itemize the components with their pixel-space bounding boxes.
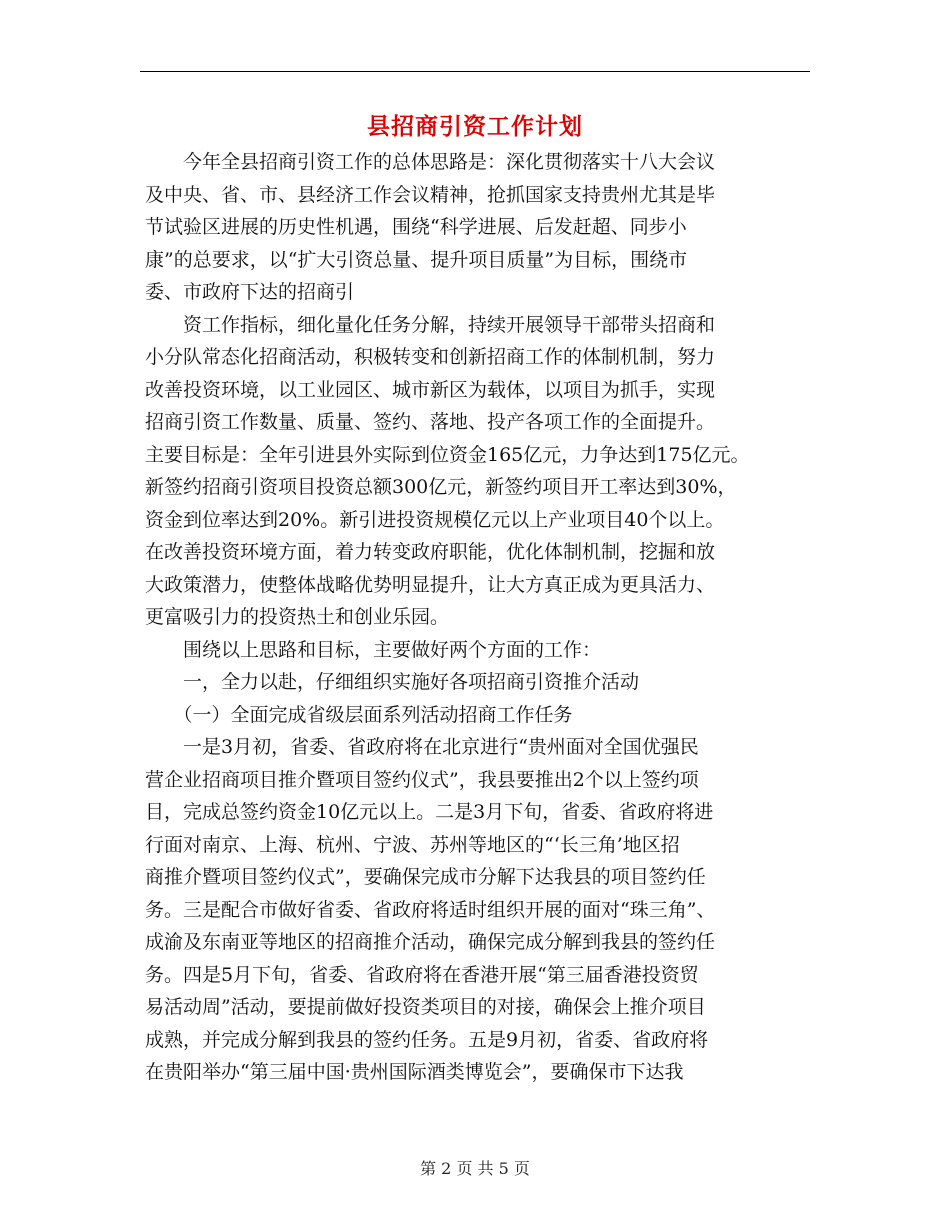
page-number: 第 2 页 共 5 页 [420, 1159, 530, 1178]
text-line: 改善投资环境，以工业园区、城市新区为载体，以项目为抓手，实现 [145, 378, 716, 401]
text-line: 大政策潜力，使整体战略优势明显提升，让大方真正成为更具活力、 [145, 573, 716, 596]
text-line: 一是3月初，省委、省政府将在北京进行“贵州面对全国优强民 [145, 736, 699, 758]
text-line: 招商引资工作数量、质量、签约、落地、投产各项工作的全面提升。 [145, 411, 716, 433]
document-body [145, 146, 835, 1089]
text-line: 在贵阳举办“第三届中国·贵州国际酒类博览会”，要确保市下达我 [145, 1061, 684, 1083]
text-line: 围绕以上思路和目标，主要做好两个方面的工作： [145, 638, 602, 661]
text-line: 资金到位率达到20%。新引进投资规模亿元以上产业项目40个以上。 [145, 508, 725, 531]
document-title: 县招商引资工作计划 [367, 113, 583, 140]
text-line: （一）全面完成省级层面系列活动招商工作任务 [145, 703, 573, 726]
text-line: 今年全县招商引资工作的总体思路是：深化贯彻落实十八大会议 [145, 151, 716, 173]
text-line: 商推介暨项目签约仪式”，要确保完成市分解下达我县的项目签约任 [145, 866, 706, 888]
text-line: 委、市政府下达的招商引 [145, 281, 355, 303]
text-line: 康”的总要求，以“扩大引资总量、提升项目质量”为目标，围绕市 [145, 248, 688, 271]
text-line: 易活动周”活动，要提前做好投资类项目的对接，确保会上推介项目 [145, 996, 706, 1018]
text-line: 及中央、省、市、县经济工作会议精神，抢抓国家支持贵州尤其是毕 [145, 183, 716, 206]
header-rule [140, 71, 810, 72]
text-line: 一，全力以赴，仔细组织实施好各项招商引资推介活动 [145, 671, 640, 693]
text-line: 目，完成总签约资金10亿元以上。二是3月下旬，省委、省政府将进 [145, 801, 714, 823]
text-line: 行面对南京、上海、杭州、宁波、苏州等地区的“‘长三角’地区招 [145, 833, 680, 856]
text-line: 成熟，并完成分解到我县的签约任务。五是9月初，省委、省政府将 [145, 1028, 709, 1051]
text-line: 主要目标是：全年引进县外实际到位资金165亿元，力争达到175亿元。 [145, 443, 750, 466]
text-line: 成渝及东南亚等地区的招商推介活动，确保完成分解到我县的签约任 [145, 931, 716, 953]
text-line: 小分队常态化招商活动，积极转变和创新招商工作的体制机制，努力 [145, 346, 716, 368]
text-line: 更富吸引力的投资热土和创业乐园。 [145, 606, 450, 628]
text-line: 营企业招商项目推介暨项目签约仪式”，我县要推出2个以上签约项 [145, 768, 699, 791]
text-line: 务。三是配合市做好省委、省政府将适时组织开展的面对“珠三角”、 [145, 898, 716, 921]
text-line: 节试验区进展的历史性机遇，围绕“科学进展、后发赶超、同步小 [145, 216, 687, 238]
text-line: 务。四是5月下旬，省委、省政府将在香港开展“第三届香港投资贸 [145, 963, 699, 986]
text-line: 新签约招商引资项目投资总额300亿元，新签约项目开工率达到30%， [145, 476, 737, 498]
text-line: 在改善投资环境方面，着力转变政府职能，优化体制机制，挖掘和放 [145, 541, 716, 563]
text-line: 资工作指标，细化量化任务分解，持续开展领导干部带头招商和 [145, 313, 716, 336]
